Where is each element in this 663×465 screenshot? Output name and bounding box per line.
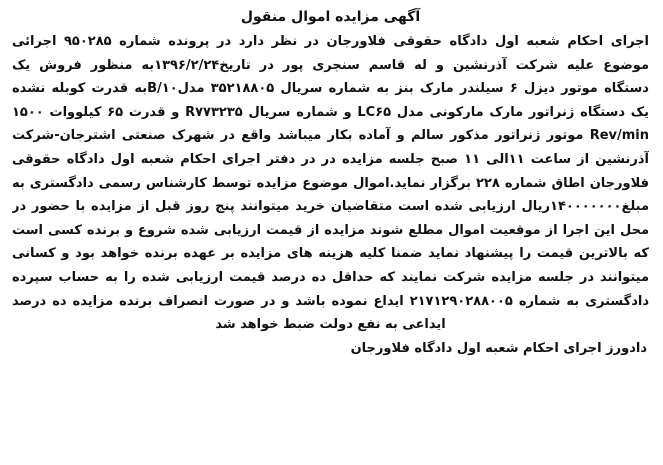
- notice-line: آذرنشین از ساعت ۱۱الی ۱۱ صبح جلسه مزایده در در دفتر اجرای احکام شعبه اول دادگاه حقوقی: [12, 151, 649, 167]
- notice-line: که بالاترین قیمت را پیشنهاد نماید ضمنا کلیه هزینه های مزایده بر عهده برنده خواهد بود و کسانی: [12, 246, 649, 262]
- notice-title: آگهی مزایده اموال منقول: [240, 9, 421, 25]
- notice-body: [12, 30, 649, 337]
- notice-line: اجرای احکام شعبه اول دادگاه حقوقی فلاورجان در نظر دارد در پرونده شماره ۹۵۰۲۸۵ اجرائی: [12, 34, 649, 49]
- notice-line: دادگستری به شماره ۲۱۷۱۲۹۰۲۸۸۰۰۵ ایداع نموده باشد و در صورت انصراف برنده مزایده ده درصد: [12, 293, 649, 309]
- notice-line: یک دستگاه ژنراتور مارک مارکونی مدل LC۶۵ و شماره سریال R۷۷۳۲۳۵ و قدرت ۶۵ کیلووات ۱۵۰۰: [12, 104, 649, 120]
- notice-line: موضوع علیه شرکت آذرنشین و له قاسم سنجری پور در تاریخ۱۳۹۶/۲/۲۴به منظور فروش یک: [12, 57, 649, 73]
- notice-line: Rev/min موتور ژنراتور مذکور سالم و آماده بکار میباشد واقع در شهرک صنعتی اشترجان-شرکت: [12, 128, 649, 144]
- notice-line: فلاورجان اطاق شماره ۲۲۸ برگزار نماید.اموال موضوع مزایده توسط کارشناس رسمی دادگستری به: [12, 175, 649, 191]
- notice-line: مبلغ۱۴۰۰۰۰۰۰۰ریال ارزیابی شده است متقاضیان خرید میتوانند پنج روز قبل از مزایده با حضور در: [12, 199, 649, 215]
- notice-line: محل این اجرا از موقعیت اموال مطلع شوند مزایده از قیمت ارزیابی شده شروع و برنده کسی است: [12, 222, 649, 238]
- notice-line: دستگاه موتور دیزل ۶ سیلندر مارک بنز به شماره سریال ۳۵۲۱۸۸۰۵ مدلB/۱۰به قدرت کوبله نشده: [12, 81, 649, 97]
- notice-line: میتوانند در جلسه مزایده شرکت نمایند که حداقل ده درصد قیمت ارزیابی شده را به حساب سپرده: [12, 269, 649, 285]
- notice-signature: دادورز اجرای احکام شعبه اول دادگاه فلاورجان: [350, 340, 647, 356]
- notice-line: ایداعی به نفع دولت ضبط خواهد شد: [215, 317, 446, 333]
